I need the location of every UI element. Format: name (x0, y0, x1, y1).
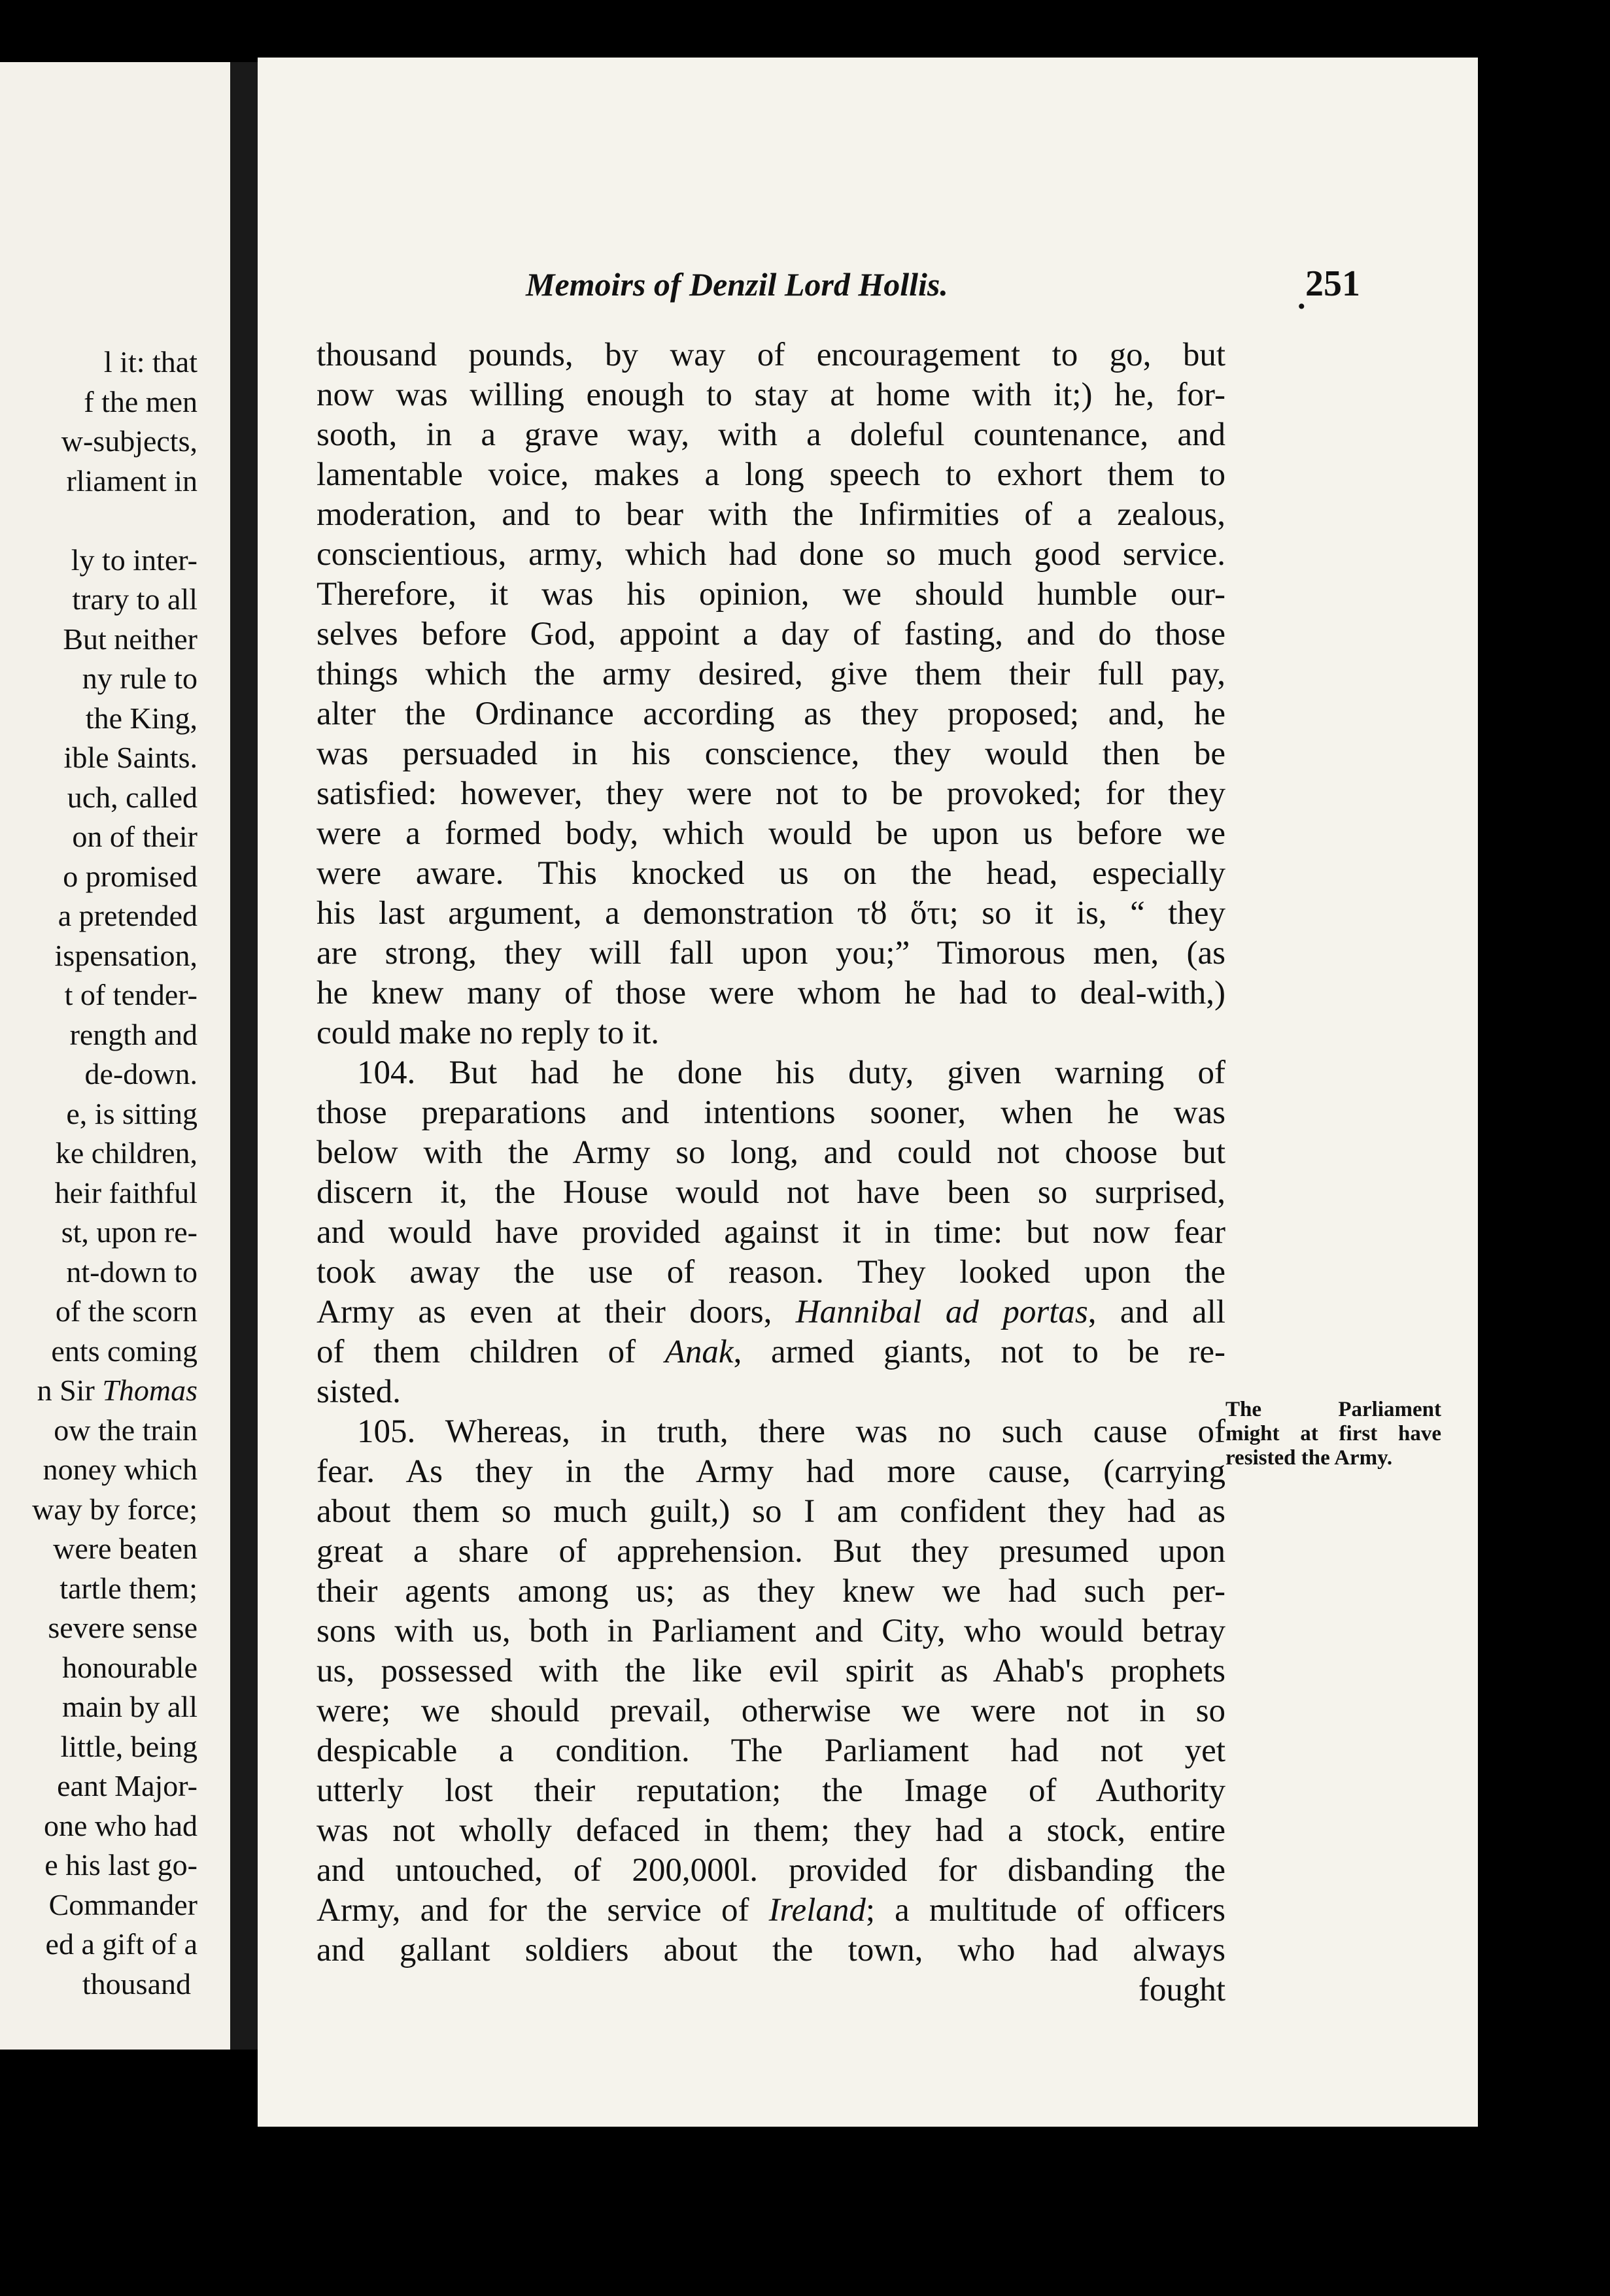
marginal-note-line: The Parliament (1225, 1398, 1441, 1421)
left-page-line: w-subjects, (61, 424, 197, 458)
body-line: thousand pounds, by way of encouragement to go, but (317, 337, 1225, 373)
body-line: were aware. This knocked us on the head, especially (317, 855, 1225, 892)
left-page-line: l it: that (103, 345, 197, 379)
page-header (258, 265, 1478, 318)
body-line: things which the army desired, give them their full pay, (317, 656, 1225, 692)
body-line: conscientious, army, which had done so much good service. (317, 536, 1225, 573)
body-line: was persuaded in his conscience, they would then be (317, 735, 1225, 772)
left-page-line: uch, called (67, 780, 197, 814)
body-line: selves before God, appoint a day of fasting, and do those (317, 616, 1225, 652)
body-line: and would have provided against it in time: but now fear (317, 1214, 1225, 1251)
body-line: he knew many of those were whom he had to deal-with,) (317, 975, 1225, 1011)
body-line: could make no reply to it. (317, 1015, 660, 1051)
left-page-line: ly to inter- (71, 543, 197, 577)
left-page-line: severe sense (48, 1611, 197, 1644)
body-line: alter the Ordinance according as they proposed; and, he (317, 696, 1225, 732)
body-line: took away the use of reason. They looked upon the (317, 1254, 1225, 1291)
left-page-line: ow the train (54, 1413, 197, 1447)
body-line: those preparations and intentions sooner, when he was (317, 1094, 1225, 1131)
running-head: Memoirs of Denzil Lord Hollis. (526, 266, 948, 303)
body-line: their agents among us; as they knew we had such per- (317, 1573, 1225, 1610)
body-line: and untouched, of 200,000l. provided for disbanding the (317, 1852, 1225, 1889)
left-page-line: one who had (43, 1808, 197, 1842)
left-page-line: on of their (72, 820, 197, 853)
marginal-note-line: resisted the Army. (1225, 1446, 1393, 1470)
left-page-line: main by all (62, 1690, 197, 1723)
body-line: sooth, in a grave way, with a doleful countenance, and (317, 416, 1225, 453)
left-page-line: Commander (48, 1887, 197, 1921)
left-page-line: way by force; (32, 1492, 197, 1526)
body-line: satisfied: however, they were not to be provoked; for they (317, 775, 1225, 812)
left-page-line: eant Major- (57, 1769, 197, 1802)
body-line: fought (1138, 1972, 1225, 2008)
left-page-line: heir faithful (54, 1175, 197, 1209)
body-line: were; we should prevail, otherwise we were not in so (317, 1693, 1225, 1729)
book-gutter (230, 62, 258, 2050)
body-line: Therefore, it was his opinion, we should humble our- (317, 576, 1225, 613)
left-page-line: e his last go- (44, 1848, 197, 1882)
right-page (258, 58, 1478, 2127)
body-line: was not wholly defaced in them; they had a stock, entire (317, 1812, 1225, 1849)
left-page-line: e, is sitting (66, 1096, 197, 1130)
body-line: are strong, they will fall upon you;” Timorous men, (as (317, 935, 1225, 971)
left-page-line: But neither (63, 622, 197, 656)
left-page-line: n Sir Thomas (37, 1374, 197, 1407)
marginal-note (1225, 1398, 1441, 1470)
body-line: 105. Whereas, in truth, there was no such cause of (357, 1413, 1225, 1450)
body-line: sisted. (317, 1374, 401, 1410)
body-line: fear. As they in the Army had more cause, (carrying (317, 1453, 1225, 1490)
body-line: about them so much guilt,) so I am confident they had as (317, 1493, 1225, 1530)
left-page-line: trary to all (72, 582, 197, 616)
left-page-line: ny rule to (82, 662, 197, 695)
left-page-line: rength and (69, 1017, 197, 1051)
body-line: sons with us, both in Parliament and City, who would betray (317, 1613, 1225, 1649)
left-page-line: ents coming (51, 1334, 197, 1368)
body-line: despicable a condition. The Parliament had not yet (317, 1732, 1225, 1769)
left-page-fragment (0, 62, 230, 2050)
body-line: and gallant soldiers about the town, who had always (317, 1932, 1225, 1968)
left-page-line: noney which (43, 1453, 197, 1486)
left-page-line: st, upon re- (61, 1215, 197, 1249)
marginal-note-line: might at first have (1225, 1422, 1441, 1445)
left-page-line: ispensation, (54, 938, 197, 972)
left-page-line: honourable (62, 1650, 197, 1684)
body-line: now was willing enough to stay at home with it;) he, for- (317, 377, 1225, 413)
body-line: Army, and for the service of Ireland; a multitude of officers (317, 1892, 1225, 1929)
left-page-line: thousand (82, 1967, 191, 2001)
header-ornament-dot: . (1297, 279, 1306, 316)
body-line: lamentable voice, makes a long speech to exhort them to (317, 456, 1225, 493)
left-page-line: were beaten (53, 1532, 197, 1565)
body-line: Army as even at their doors, Hannibal ad portas, and all (317, 1294, 1225, 1330)
left-page-line: the King, (85, 701, 197, 735)
left-page-line: rliament in (66, 464, 197, 498)
left-page-line: a pretended (58, 899, 197, 932)
left-page-line: ible Saints. (63, 741, 197, 774)
left-page-line: f the men (84, 384, 197, 418)
body-line: below with the Army so long, and could not choose but (317, 1134, 1225, 1171)
body-line: great a share of apprehension. But they presumed upon (317, 1533, 1225, 1570)
body-line: his last argument, a demonstration τȣ ὅτι; so it is, “ they (317, 895, 1225, 932)
left-page-line: tartle them; (60, 1571, 197, 1605)
body-line: moderation, and to bear with the Infirmities of a zealous, (317, 496, 1225, 533)
left-page-line: little, being (60, 1729, 197, 1763)
body-text (317, 335, 1225, 2010)
body-line: of them children of Anak, armed giants, not to be re- (317, 1334, 1226, 1370)
body-line: 104. But had he done his duty, given warning of (357, 1055, 1225, 1091)
left-page-line: o promised (63, 859, 197, 893)
body-line: were a formed body, which would be upon us before we (317, 815, 1225, 852)
left-page-line: nt-down to (66, 1255, 197, 1289)
left-page-line: de-down. (84, 1057, 197, 1090)
body-line: us, possessed with the like evil spirit as Ahab's prophets (317, 1653, 1225, 1689)
body-line: discern it, the House would not have been so surprised, (317, 1174, 1225, 1211)
body-line: utterly lost their reputation; the Image of Authority (317, 1772, 1225, 1809)
left-page-line: ed a gift of a (45, 1927, 197, 1961)
left-page-line: ke children, (55, 1136, 197, 1170)
page-number: 251 (1305, 263, 1360, 304)
left-page-line: of the scorn (55, 1294, 197, 1328)
left-page-line: t of tender- (64, 978, 197, 1011)
